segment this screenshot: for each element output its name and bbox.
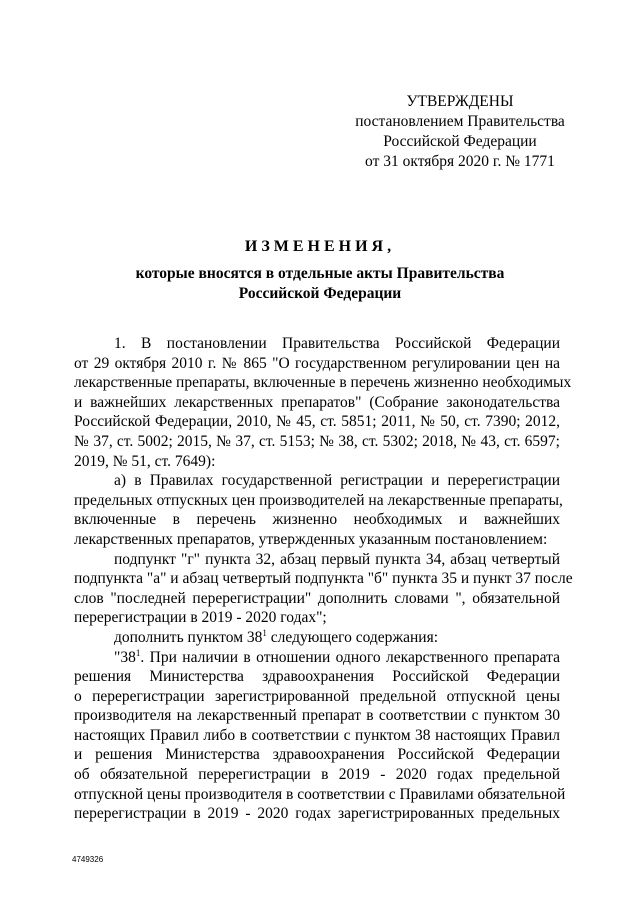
body-line: настоящих Правил либо в соответствии с пунктом 38 настоящих Правил	[74, 726, 560, 744]
body-line: 2019, № 51, ст. 7649):	[74, 452, 216, 470]
superscript: 1	[135, 647, 141, 658]
approval-line-1: постановлением Правительства	[355, 113, 565, 130]
approval-line-2: Российской Федерации	[383, 133, 537, 150]
body-line	[74, 628, 560, 648]
body-line: от 29 октября 2010 г. № 865 "О государственном регулировании цен на	[74, 354, 560, 372]
body-line: производителя на лекарственный препарат в соответствии с пунктом 30	[74, 707, 560, 725]
approval-line-3: от 31 октября 2020 г. № 1771	[365, 153, 555, 170]
body-line: и важнейших лекарственных препаратов" (Собрание законодательства	[74, 393, 560, 411]
superscript: 1	[262, 627, 267, 638]
document-subtitle	[72, 264, 568, 304]
body-line: и решения Министерства здравоохранения Российской Федерации	[74, 746, 560, 764]
document-title: ИЗМЕНЕНИЯ,	[244, 238, 396, 255]
approval-title: УТВЕРЖДЕНЫ	[406, 93, 514, 110]
body-line: а) в Правилах государственной регистрации и перерегистрации	[114, 472, 560, 490]
body-line: Российской Федерации, 2010, № 45, ст. 5851; 2011, № 50, ст. 7390; 2012,	[74, 413, 560, 431]
body-line: подпункт "г" пункта 32, абзац первый пункта 34, абзац четвертый	[114, 550, 560, 568]
body-line: № 37, ст. 5002; 2015, № 37, ст. 5153; № 38, ст. 5302; 2018, № 43, ст. 6597;	[74, 432, 560, 450]
document-code: 4749326	[72, 855, 104, 864]
body-line: предельных отпускных цен производителей на лекарственные препараты,	[74, 491, 563, 509]
body-line: решения Министерства здравоохранения Российской Федерации	[74, 668, 560, 686]
body-line: об обязательной перерегистрации в 2019 - 2020 годах предельной	[74, 766, 560, 784]
body-line: перерегистрации в 2019 - 2020 годах зарегистрированных предельных	[74, 805, 560, 823]
subtitle-line-1: которые вносятся в отдельные акты Правительства	[135, 265, 505, 282]
subtitle-line-2: Российской Федерации	[238, 285, 402, 302]
body-line: включенные в перечень жизненно необходимых и важнейших	[74, 511, 560, 529]
body-text-fragment: дополнить пунктом 38	[114, 628, 263, 646]
document-body	[74, 334, 573, 824]
body-line: лекарственных препаратов, утвержденных указанным постановлением:	[74, 530, 548, 548]
body-line: слов "последней перерегистрации" дополнить словами ", обязательной	[74, 589, 560, 607]
approval-stamp	[340, 92, 580, 172]
body-text-fragment: следующего содержания:	[266, 628, 439, 646]
body-line: о перерегистрации зарегистрированной предельной отпускной цены	[74, 687, 560, 705]
body-text-fragment: "38	[114, 648, 136, 666]
body-line: перерегистрации в 2019 - 2020 годах";	[74, 609, 327, 627]
body-line: 1. В постановлении Правительства Российской Федерации	[114, 335, 560, 352]
body-line: подпункта "а" и абзац четвертый подпункта "б" пункта 35 и пункт 37 после	[74, 570, 573, 588]
body-line: лекарственные препараты, включенные в перечень жизненно необходимых	[74, 374, 572, 392]
body-line	[74, 648, 560, 668]
body-text-fragment: . При наличии в отношении одного лекарственного препарата	[140, 648, 560, 666]
body-line: отпускной цены производителя в соответствии с Правилами обязательной	[74, 785, 566, 803]
